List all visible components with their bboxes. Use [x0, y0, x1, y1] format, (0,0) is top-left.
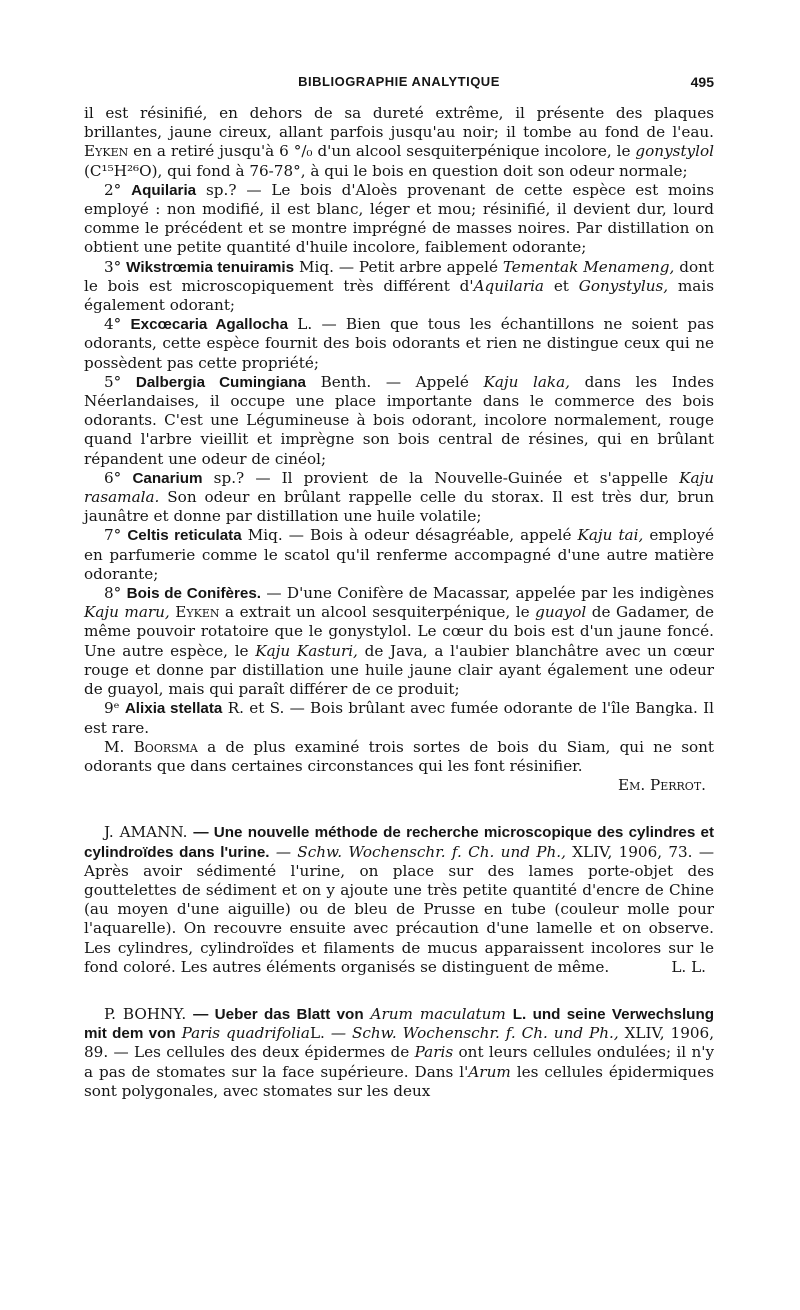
signature: L. L. — [671, 957, 706, 976]
list-item: 8° Bois de Conifères. — D'une Conifère de Macassar, appelée par les indigènes Kaju maru, Eyken a extrait un alcool sesquiterpénique, le guayol de Gadamer, de même pouvoir rotatoire que le gonystylol. Le cœur du bois est d'un jaune foncé. Une autre espèce, le Kaju Kasturi, de Java, a l'aubier blanchâtre avec un cœur rouge et donne par distillation une huile jaune clair ayant également une odeur de guayol, mais qui paraît différer de ce produit; — [84, 584, 715, 699]
species-name: Bois de Conifères. — [126, 585, 262, 603]
list-item: 5° Dalbergia Cumingiana Benth. — Appelé Kaju laka, dans les Indes Néerlandaises, il occupe une place importante dans le commerce des bois odorants. C'est une Légumineuse à bois odorant, incolore normalement, rouge quand l'arbre vieillit et imprègne son bois central de résines, qui en brûlant répandent une odeur de cinéol; — [84, 372, 715, 468]
journal-name: — Schw. Wochenschr. f. Ch. und Ph., — [330, 1024, 619, 1043]
list-item: 2° Aquilaria sp.? — Le bois d'Aloès provenant de cette espèce est moins employé : non modifié, il est blanc, léger et mou; résinifié, il devient dur, lourd comme le précédent et se montre imprégné de masses noires. Par distillation on obtient une petite quantité d'huile incolore, faiblement odorante; — [84, 180, 715, 257]
review-title: — Ueber das Blatt von — [193, 1005, 364, 1023]
review-bohny: P. BOHNY. — Ueber das Blatt von Arum maculatum L. und seine Verwechslung mit dem von Paris quadrifoliaL. — Schw. Wochenschr. f. Ch. und Ph., XLIV, 1906, 89. — Les cellules des deux épidermes de Paris ont leurs cellules ondulées; il n'y a pas de stomates sur la face supérieure. Dans l'Arum les cellules épidermiques sont polygonales, avec stomates sur les deux — [84, 1004, 715, 1100]
section-gap — [84, 977, 714, 1005]
list-item: 9ᵉ Alixia stellata R. et S. — Bois brûlant avec fumée odorante de l'île Bangka. Il est rare. — [84, 699, 715, 737]
review-author: J. AMANN. — [104, 823, 188, 842]
species-name: Aquilaria — [131, 181, 197, 199]
journal-name: — Schw. Wochenschr. f. Ch. und Ph., — [275, 842, 566, 861]
author-name: Eyken — [84, 142, 129, 161]
section-gap — [84, 795, 714, 823]
page-header — [84, 74, 714, 98]
species-name: Alixia stellata — [124, 700, 223, 718]
compound-name: gonystylol — [635, 142, 714, 161]
paragraph-boorsma: M. Boorsma a de plus examiné trois sortes de bois du Siam, qui ne sont odorants que dans certaines circonstances qui les font résinifier. — [84, 737, 715, 775]
list-item: 7° Celtis reticulata Miq. — Bois à odeur désagréable, appelé Kaju tai, employé en parfumerie comme le scatol qu'il renferme accompagné d'une autre matière odorante; — [84, 526, 715, 583]
species-name: Excœcaria Agallocha — [130, 316, 289, 334]
species-name: Celtis reticulata — [127, 527, 242, 545]
species-name: Canarium — [132, 469, 203, 487]
review-title: — Une nouvelle méthode de recherche microscopique des cylindres et cylindroïdes dans l'urine. — [84, 824, 715, 861]
review-author: P. BOHNY. — [104, 1004, 187, 1023]
species-name: Dalbergia Cumingiana — [135, 373, 306, 391]
paragraph-continuation: il est résinifié, en dehors de sa dureté extrême, il présente des plaques brillantes, jaune cireux, allant parfois jusqu'au noir; il tombe au fond de l'eau. Eyken en a retiré jusqu'à 6 °/₀ d'un alcool sesquiterpénique incolore, le gonystylol (C¹⁵H²⁶O), qui fond à 76-78°, à qui le bois en question doit son odeur normale; — [84, 104, 714, 180]
list-item: 4° Excœcaria Agallocha L. — Bien que tous les échantillons ne soient pas odorants, cette espèce fournit des bois odorants et rien ne distingue ceux qui ne possèdent pas cette propriété; — [84, 315, 715, 372]
species-name: Wikstrœmia tenuiramis — [126, 258, 295, 276]
page-body — [84, 104, 714, 1101]
list-item: 3° Wikstrœmia tenuiramis Miq. — Petit arbre appelé Tementak Menameng, dont le bois est microscopiquement très différent d'Aquilaria et Gonystylus, mais également odorant; — [84, 257, 715, 315]
author-name: Eyken — [175, 603, 220, 622]
list-item: 6° Canarium sp.? — Il provient de la Nouvelle-Guinée et s'appelle Kaju rasamala. Son odeur en brûlant rappelle celle du storax. Il est très dur, brun jaunâtre et donne par distillation une huile volatile; — [84, 468, 715, 526]
author-name: Boorsma — [133, 737, 198, 756]
running-title: BIBLIOGRAPHIE ANALYTIQUE — [298, 74, 500, 89]
review-amann: J. AMANN. — Une nouvelle méthode de recherche microscopique des cylindres et cylindroïdes dans l'urine. — Schw. Wochenschr. f. Ch. und Ph., XLIV, 1906, 73. — Après avoir sédimenté l'urine, on place sur des lames porte-objet des gouttelettes de sédiment et on y ajoute une très petite quantité d'encre de Chine (au moyen d'une aiguille) ou de bleu de Prusse en tube (couleur molle pour l'aquarelle). On recouvre ensuite avec précaution d'une lamelle et on observe. Les cylindres, cylindroïdes et filaments de mucus apparaissent incolores sur le fond coloré. Les autres éléments organisés se distinguent de même. L. L. — [84, 823, 715, 976]
signature: Em. Perrot. — [617, 776, 706, 795]
page-number: 495 — [690, 74, 714, 90]
